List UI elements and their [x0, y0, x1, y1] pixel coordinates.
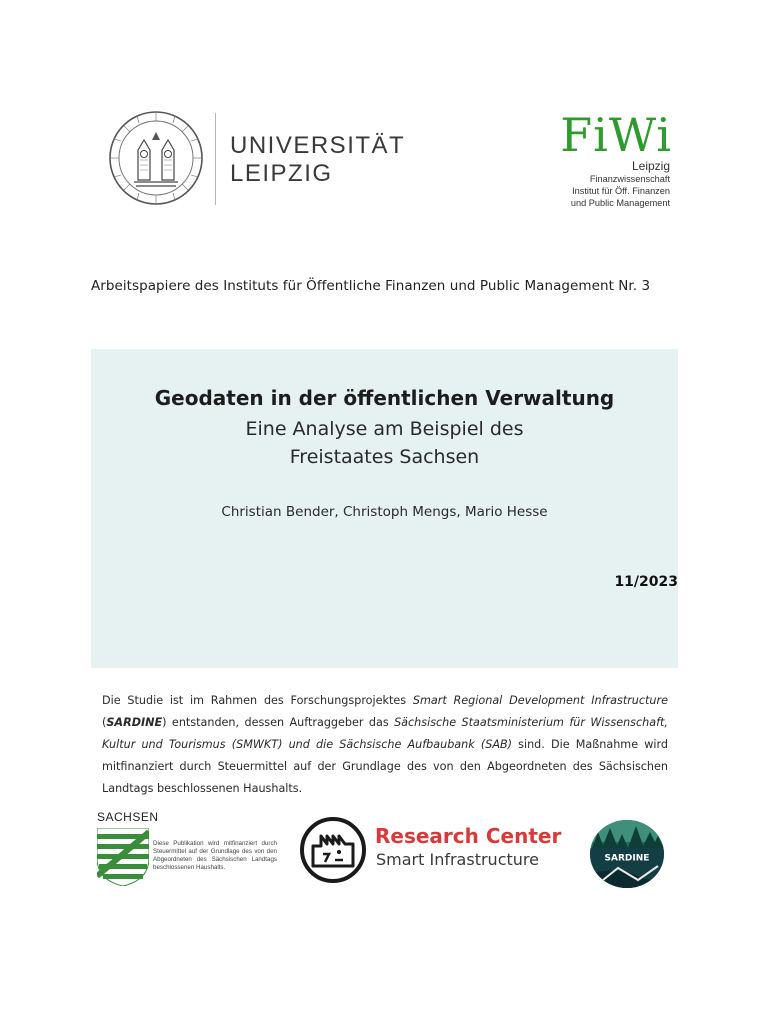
- paper-subtitle-line2: Freistaates Sachsen: [289, 446, 480, 468]
- sachsen-coat-of-arms-icon: [97, 828, 149, 886]
- statement-part1: Die Studie ist im Rahmen des Forschungsprojektes: [102, 694, 413, 707]
- statement-part3: ) entstanden, dessen Auftraggeber das: [162, 716, 395, 729]
- client-name: Sächsische Staatsministerium für Wissenschaft, Kultur und Tourismus (SMWKT) und die Sächsische Aufbaubank (SAB): [102, 716, 668, 751]
- authors: Christian Bender, Christoph Mengs, Mario Hesse: [221, 504, 548, 520]
- university-name-line2: LEIPZIG: [230, 160, 333, 187]
- university-seal-logo: [108, 110, 204, 206]
- statement-part2: (: [102, 716, 107, 729]
- paper-title: Geodaten in der öffentlichen Verwaltung: [154, 386, 615, 410]
- sardine-logo: [588, 818, 666, 890]
- statement-part4: sind. Die Maßnahme wird mitfinanziert durch Steuermittel auf der Grundlage des von den Abgeordneten des Sächsischen Landtags beschlossenen Haushalts.: [102, 738, 668, 795]
- header-divider: [215, 113, 216, 205]
- paper-subtitle-line1: Eine Analyse am Beispiel des: [245, 418, 524, 440]
- research-center-subtitle: Smart Infrastructure: [376, 850, 539, 869]
- sachsen-label: SACHSEN: [97, 810, 159, 824]
- research-center-title: Research Center: [375, 824, 562, 848]
- sachsen-funding-notice: Diese Publikation wird mitfinanziert durch Steuermittel auf der Grundlage des von den Abgeordneten des Sächsischen Landtags beschlossenen Haushalts.: [153, 840, 277, 871]
- fiwi-logo-wordmark: FiWi: [560, 108, 672, 162]
- fiwi-line2: Institut für Öff. Finanzen: [572, 186, 670, 196]
- funding-statement: [102, 690, 668, 800]
- series-title: Arbeitspapiere des Instituts für Öffentliche Finanzen und Public Management Nr. 3: [91, 278, 651, 294]
- university-name-line1: UNIVERSITÄT: [230, 132, 406, 159]
- research-center-icon: [299, 816, 367, 884]
- fiwi-line3: und Public Management: [570, 198, 670, 208]
- project-acronym: SARDINE: [106, 716, 163, 729]
- fiwi-line1: Finanzwissenschaft: [589, 174, 670, 184]
- sardine-logo-label: SARDINE: [604, 853, 650, 864]
- fiwi-city: Leipzig: [631, 159, 670, 173]
- project-name: Smart Regional Development Infrastructure: [412, 694, 669, 707]
- publication-date: 11/2023: [614, 574, 678, 590]
